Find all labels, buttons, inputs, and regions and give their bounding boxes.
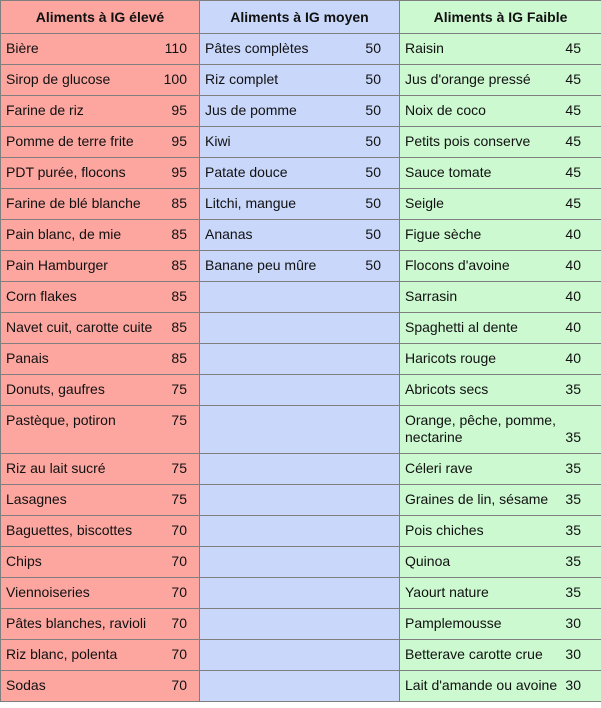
cell-high-ig [1,375,200,406]
header-mid-ig: Aliments à IG moyen [200,1,400,34]
cell-high-ig [1,158,200,189]
cell-content [200,158,399,181]
ig-value: 30 [565,615,581,631]
cell-high-ig [1,406,200,454]
ig-value: 45 [565,40,581,56]
food-name: Pomme de terre frite [6,133,134,149]
food-name: Donuts, gaufres [6,381,105,397]
cell-low-ig [400,547,601,578]
ig-value: 35 [565,460,581,476]
ig-value: 75 [171,460,187,476]
ig-value: 95 [171,164,187,180]
food-name: Lasagnes [6,491,67,507]
cell-high-ig [1,640,200,671]
food-name: Jus de pomme [205,102,297,118]
food-name: Raisin [405,40,444,56]
cell-content [1,485,199,508]
cell-content [1,671,199,694]
cell-content [200,189,399,212]
cell-content [400,65,601,88]
cell-content [400,344,601,367]
cell-mid-ig [200,96,400,127]
food-name: Petits pois conserve [405,133,531,149]
food-name: Chips [6,553,42,569]
table-row [1,671,601,702]
cell-content [400,454,601,477]
ig-value: 75 [171,412,187,428]
header-row [1,1,601,34]
cell-content [1,127,199,150]
cell-content [400,516,601,539]
cell-content [1,609,199,632]
food-name: Sauce tomate [405,164,492,180]
food-name: Pâtes complètes [205,40,309,56]
table-row [1,220,601,251]
cell-content [1,406,199,429]
cell-content [400,158,601,181]
food-name: Patate douce [205,164,288,180]
food-name: Viennoiseries [6,584,90,600]
cell-high-ig [1,344,200,375]
header-high-ig: Aliments à IG élevé [1,1,200,34]
table-body [1,34,601,702]
food-name: Ananas [205,226,253,242]
ig-value: 35 [565,491,581,507]
food-name: Quinoa [405,553,451,569]
cell-mid-ig [200,454,400,485]
cell-low-ig [400,344,601,375]
cell-high-ig [1,127,200,158]
food-name: Sirop de glucose [6,71,111,87]
cell-low-ig [400,96,601,127]
ig-value: 50 [365,195,381,211]
cell-mid-ig [200,609,400,640]
cell-content [1,65,199,88]
food-name: Betterave carotte crue [405,646,543,662]
cell-content [400,282,601,305]
cell-low-ig [400,609,601,640]
cell-high-ig [1,189,200,220]
cell-content [400,547,601,570]
cell-content [400,485,601,508]
table-row [1,454,601,485]
ig-value: 85 [171,195,187,211]
cell-mid-ig [200,671,400,702]
table-row [1,547,601,578]
ig-value: 50 [365,226,381,242]
ig-value: 50 [365,133,381,149]
cell-low-ig [400,485,601,516]
food-name: Banane peu mûre [205,257,317,273]
ig-value: 70 [171,584,187,600]
cell-content [400,640,601,663]
cell-content [200,127,399,150]
food-name: Navet cuit, carotte cuite [6,319,153,335]
ig-value: 35 [565,584,581,600]
ig-value: 70 [171,677,187,693]
cell-low-ig [400,220,601,251]
table-row [1,516,601,547]
table-row [1,485,601,516]
cell-mid-ig [200,547,400,578]
ig-value: 30 [565,646,581,662]
cell-content [400,671,601,694]
ig-value: 85 [171,257,187,273]
food-name: Bière [6,40,39,56]
ig-value: 75 [171,381,187,397]
table-row [1,375,601,406]
food-name: Corn flakes [6,288,77,304]
food-name: Riz au lait sucré [6,460,106,476]
cell-content [1,640,199,663]
cell-mid-ig [200,189,400,220]
food-name: Farine de riz [6,102,84,118]
food-name: Figue sèche [405,226,482,242]
cell-content [400,313,601,336]
food-name: Lait d'amande ou avoine [405,677,558,693]
food-name: Pain Hamburger [6,257,108,273]
cell-content [1,158,199,181]
ig-value: 100 [163,71,187,87]
table-row [1,251,601,282]
food-name: Céleri rave [405,460,473,476]
ig-value: 75 [171,491,187,507]
food-name: Pois chiches [405,522,484,538]
cell-high-ig [1,609,200,640]
food-name: Haricots rouge [405,350,497,366]
cell-mid-ig [200,158,400,189]
food-name: Pain blanc, de mie [6,226,122,242]
ig-value: 70 [171,615,187,631]
ig-value: 35 [565,553,581,569]
header-low-ig: Aliments à IG Faible [400,1,601,34]
cell-content [1,578,199,601]
cell-content [1,189,199,212]
cell-mid-ig [200,65,400,96]
cell-high-ig [1,282,200,313]
cell-content [400,127,601,150]
cell-content [1,251,199,274]
ig-value: 85 [171,319,187,335]
ig-value: 40 [565,288,581,304]
table-row [1,313,601,344]
cell-content [400,609,601,632]
food-name: Riz complet [205,71,279,87]
cell-content [400,96,601,119]
cell-content [1,282,199,305]
cell-mid-ig [200,375,400,406]
cell-mid-ig [200,485,400,516]
food-name: Jus d'orange pressé [405,71,531,87]
cell-low-ig [400,375,601,406]
food-name: Seigle [405,195,444,211]
food-name: Sodas [6,677,46,693]
ig-value: 30 [565,677,581,693]
ig-value: 45 [565,71,581,87]
cell-content [200,251,399,274]
ig-value: 50 [365,102,381,118]
cell-content [400,578,601,601]
cell-high-ig [1,34,200,65]
ig-value: 110 [164,40,187,56]
table-row [1,127,601,158]
cell-high-ig [1,96,200,127]
cell-content [1,454,199,477]
cell-content [1,516,199,539]
food-name: Flocons d'avoine [405,257,510,273]
cell-low-ig [400,34,601,65]
food-name: Yaourt nature [405,584,489,600]
cell-high-ig [1,65,200,96]
food-name: Abricots secs [405,381,489,397]
cell-content [200,65,399,88]
ig-value: 40 [565,350,581,366]
cell-content [400,251,601,274]
ig-value: 70 [171,553,187,569]
table-row [1,96,601,127]
ig-value: 70 [171,522,187,538]
cell-low-ig [400,127,601,158]
food-name: Pâtes blanches, ravioli [6,615,147,631]
ig-value: 50 [365,71,381,87]
ig-value: 35 [565,429,581,445]
cell-low-ig [400,671,601,702]
cell-content [1,344,199,367]
cell-content [400,189,601,212]
cell-low-ig [400,65,601,96]
ig-value: 85 [171,226,187,242]
ig-value: 35 [565,381,581,397]
cell-high-ig [1,220,200,251]
ig-value: 45 [565,102,581,118]
food-name: Litchi, mangue [205,195,297,211]
cell-content [1,220,199,243]
cell-high-ig [1,671,200,702]
table-row [1,158,601,189]
cell-content [200,34,399,57]
cell-content [400,34,601,57]
ig-value: 45 [565,164,581,180]
food-name: Noix de coco [405,102,486,118]
cell-low-ig [400,516,601,547]
cell-content [1,96,199,119]
ig-value: 50 [365,40,381,56]
cell-high-ig [1,313,200,344]
ig-value: 50 [365,257,381,273]
cell-mid-ig [200,127,400,158]
table-row [1,65,601,96]
cell-content [1,313,199,336]
ig-value: 40 [565,226,581,242]
food-name: Sarrasin [405,288,458,304]
cell-low-ig [400,158,601,189]
table-row [1,640,601,671]
ig-value: 40 [565,319,581,335]
ig-value: 95 [171,133,187,149]
cell-content [400,406,601,446]
cell-high-ig [1,251,200,282]
ig-value: 95 [171,102,187,118]
table-row [1,189,601,220]
ig-value: 70 [171,646,187,662]
food-name: Graines de lin, sésame [405,491,549,507]
food-name: Baguettes, biscottes [6,522,133,538]
cell-low-ig [400,189,601,220]
cell-high-ig [1,454,200,485]
cell-low-ig [400,578,601,609]
ig-value: 85 [171,288,187,304]
cell-high-ig [1,547,200,578]
table-row [1,578,601,609]
cell-content [1,547,199,570]
table-row [1,282,601,313]
food-name: Panais [6,350,49,366]
cell-content [1,375,199,398]
food-name: PDT purée, flocons [6,164,126,180]
table-row [1,609,601,640]
cell-content [200,220,399,243]
cell-low-ig [400,282,601,313]
ig-value: 85 [171,350,187,366]
cell-content [400,220,601,243]
food-name: Kiwi [205,133,231,149]
ig-value: 50 [365,164,381,180]
cell-low-ig [400,454,601,485]
cell-content [200,96,399,119]
cell-mid-ig [200,251,400,282]
cell-mid-ig [200,640,400,671]
table-row [1,344,601,375]
food-name: Farine de blé blanche [6,195,141,211]
cell-high-ig [1,578,200,609]
cell-low-ig [400,251,601,282]
cell-content [400,375,601,398]
cell-content [1,34,199,57]
food-name: Spaghetti al dente [405,319,518,335]
food-name: Pastèque, potiron [6,412,116,428]
cell-mid-ig [200,282,400,313]
ig-value: 35 [565,522,581,538]
cell-low-ig [400,406,601,454]
cell-mid-ig [200,344,400,375]
cell-mid-ig [200,220,400,251]
food-name: Riz blanc, polenta [6,646,118,662]
cell-mid-ig [200,406,400,454]
cell-mid-ig [200,516,400,547]
cell-high-ig [1,516,200,547]
table-row [1,406,601,454]
table-row [1,34,601,65]
ig-value: 45 [565,195,581,211]
cell-high-ig [1,485,200,516]
cell-low-ig [400,640,601,671]
ig-value: 40 [565,257,581,273]
cell-mid-ig [200,578,400,609]
food-name: Orange, pêche, pomme, nectarine [405,412,556,445]
cell-mid-ig [200,34,400,65]
cell-low-ig [400,313,601,344]
food-name: Pamplemousse [405,615,502,631]
ig-value: 45 [565,133,581,149]
cell-mid-ig [200,313,400,344]
